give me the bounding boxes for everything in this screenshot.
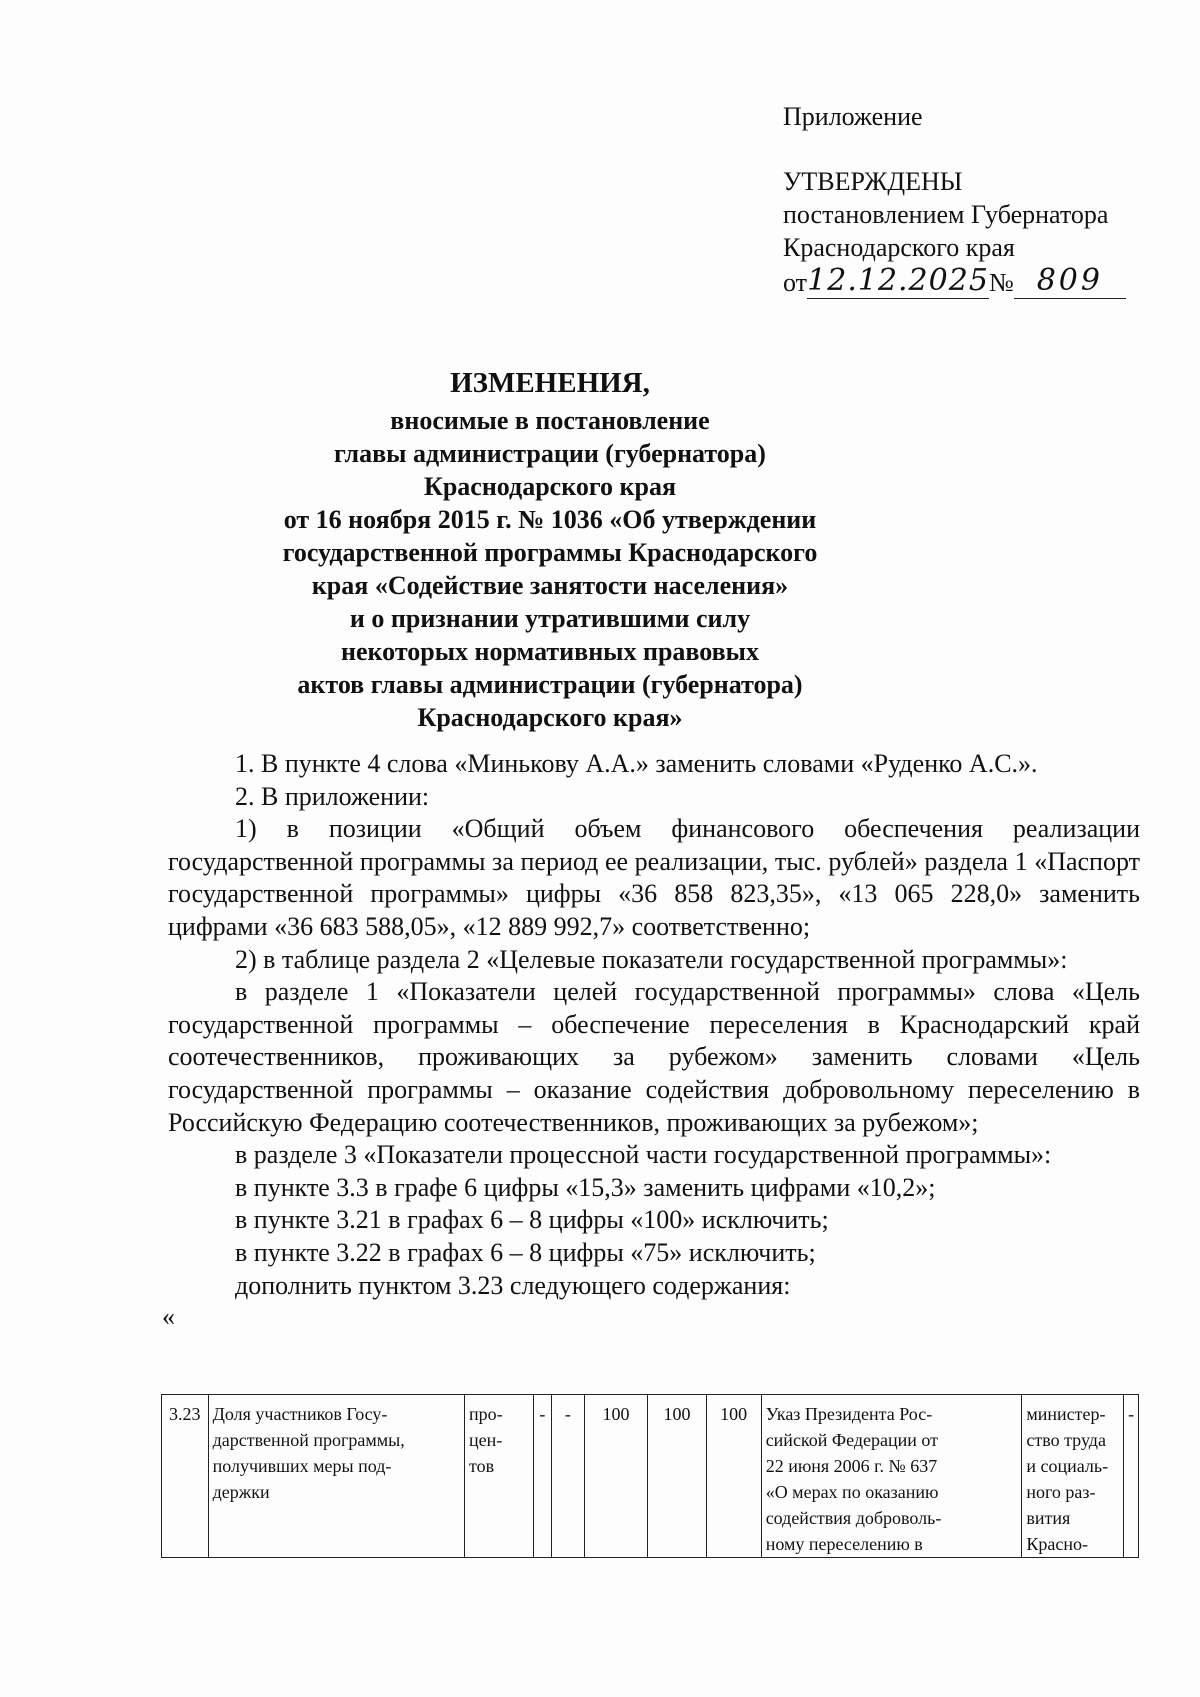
cell-col6-text: 100	[602, 1404, 630, 1424]
approval-block	[783, 100, 1143, 304]
date-prefix: от	[783, 268, 808, 297]
paragraph-6: в разделе 3 «Показатели процессной части государственной программы»:	[235, 1140, 1052, 1170]
title-line: вносимые в постановление	[390, 406, 710, 435]
cell-col4	[533, 1395, 551, 1558]
title-line: Краснодарского края»	[417, 703, 683, 732]
cell-basis	[761, 1395, 1022, 1558]
title-line: Краснодарского края	[423, 472, 677, 501]
paragraph-1: 1. В пункте 4 слова «Минькову А.А.» заменить словами «Руденко А.С.».	[235, 749, 1038, 778]
paragraph-10: дополнить пунктом 3.23 следующего содержания:	[235, 1270, 791, 1300]
cell-col7-text: 100	[663, 1404, 691, 1424]
title-line: актов главы администрации (губернатора)	[297, 670, 803, 699]
cell-number-text: 3.23	[169, 1404, 201, 1424]
cell-responsible	[1022, 1395, 1124, 1558]
title-line: главы администрации (губернатора)	[334, 439, 766, 468]
title-line: края «Содействие занятости населения»	[311, 571, 789, 600]
cell-col5-text: -	[564, 1404, 571, 1424]
cell-col8-text: 100	[720, 1404, 748, 1424]
cell-last-text: -	[1128, 1404, 1135, 1424]
title-line: от 16 ноября 2015 г. № 1036 «Об утверждении	[283, 505, 817, 534]
handwritten-number: 809	[1014, 264, 1126, 299]
cell-indicator-text: Доля участников Госу- дарственной программы, получивших меры под- держки	[212, 1404, 405, 1502]
cell-col4-text: -	[539, 1404, 546, 1424]
cell-unit	[465, 1395, 534, 1558]
document-title	[250, 364, 850, 734]
title-line: и о признании утратившими силу	[349, 604, 751, 633]
appendix-label: Приложение	[783, 102, 923, 131]
paragraph-8: в пункте 3.21 в графах 6 – 8 цифры «100» исключить;	[235, 1205, 829, 1235]
cell-col8	[706, 1395, 761, 1558]
opening-quote: «	[162, 1302, 175, 1332]
paragraph-4: 2) в таблице раздела 2 «Целевые показатели государственной программы»:	[235, 944, 1068, 974]
cell-basis-text: Указ Президента Рос- сийской Федерации от 22 июня 2006 г. № 637 «О мерах по оказанию содействия доброволь- ному переселению в	[765, 1404, 942, 1554]
approval-date-line	[783, 264, 1143, 304]
title-main: ИЗМЕНЕНИЯ,	[450, 367, 650, 399]
cell-col5	[551, 1395, 584, 1558]
paragraph-2: 2. В приложении:	[235, 781, 430, 811]
cell-indicator	[208, 1395, 464, 1558]
document-body	[162, 748, 1140, 1332]
table-row	[162, 1395, 1139, 1558]
number-sign: №	[989, 268, 1014, 297]
approval-line-1: постановлением Губернатора	[783, 200, 1109, 229]
approval-line-2: Краснодарского края	[783, 233, 1015, 262]
cell-responsible-text: министер- ство труда и социаль- ного раз- вития Красно-	[1026, 1404, 1109, 1554]
title-line: государственной программы Краснодарского	[282, 538, 818, 567]
indicator-table	[161, 1394, 1139, 1558]
paragraph-9: в пункте 3.22 в графах 6 – 8 цифры «75» исключить;	[235, 1237, 816, 1267]
paragraph-7: в пункте 3.3 в графе 6 цифры «15,3» заменить цифрами «10,2»;	[235, 1172, 936, 1202]
handwritten-date: 12.12.2025	[807, 263, 989, 298]
cell-col6	[584, 1395, 648, 1558]
cell-unit-text: про- цен- тов	[469, 1404, 503, 1476]
cell-col7	[648, 1395, 706, 1558]
paragraph-5: в разделе 1 «Показатели целей государственной программы» слова «Цель государственной программы – обеспечение переселения в Краснодарский край соотечественников, проживающих за рубежом» заменить словами «Цель государственной программы – оказание содействия добровольному переселению в Российскую Федерацию соотечественников, проживающих за рубежом»;	[168, 977, 1140, 1137]
approved-label: УТВЕРЖДЕНЫ	[783, 167, 963, 196]
cell-last	[1124, 1395, 1139, 1558]
cell-number	[162, 1395, 209, 1558]
title-line: некоторых нормативных правовых	[341, 637, 759, 666]
paragraph-3: 1) в позиции «Общий объем финансового обеспечения реализации государственной программы за период ее реализации, тыс. рублей» раздела 1 «Паспорт государственной программы» цифры «36 858 823,35», «13 065 228,0» заменить цифрами «36 683 588,05», «12 889 992,7» соответственно;	[168, 814, 1140, 941]
